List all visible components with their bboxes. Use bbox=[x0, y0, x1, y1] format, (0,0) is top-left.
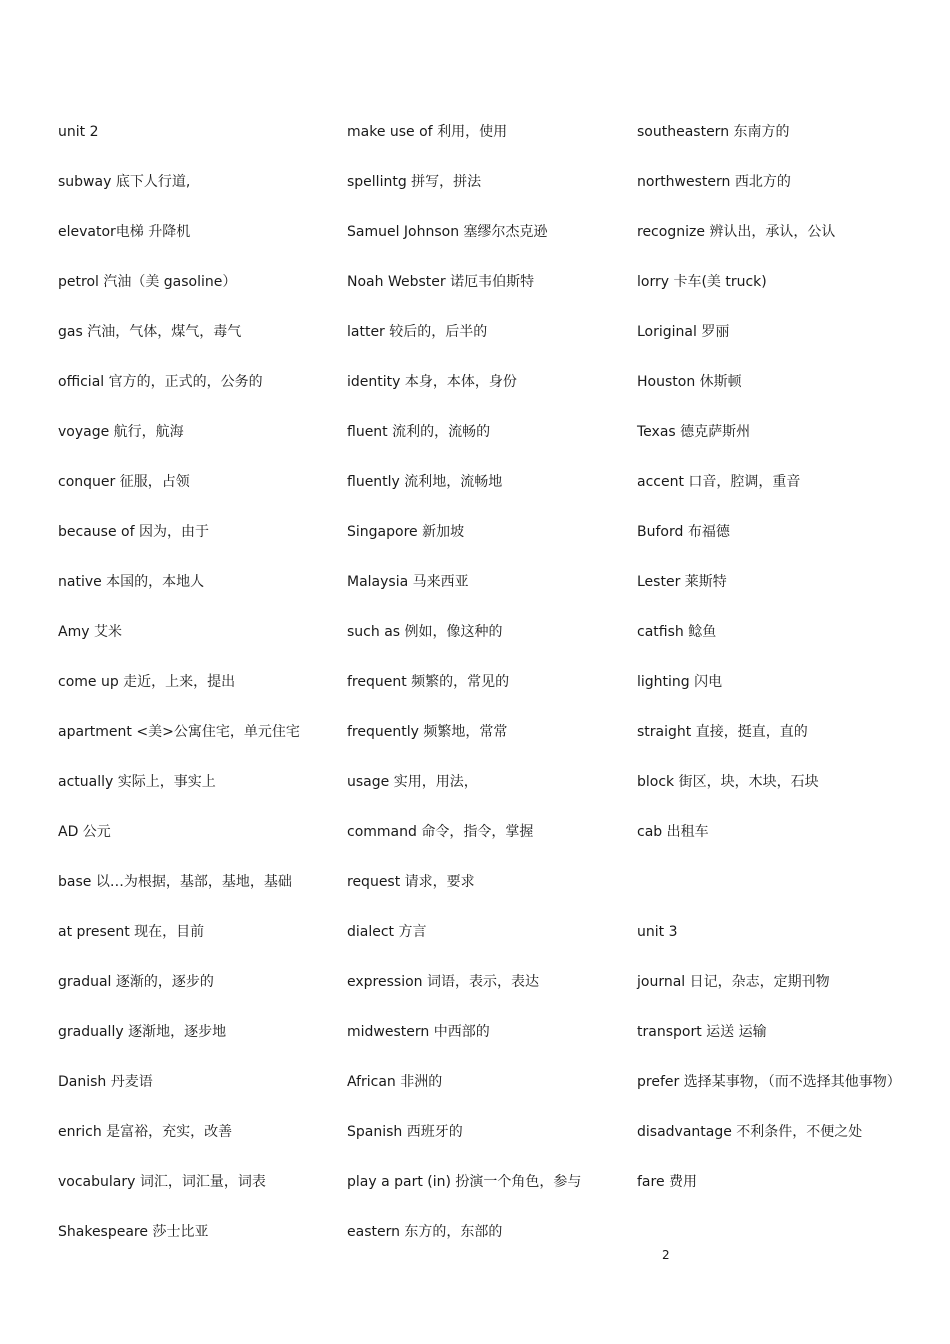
vocab-entry: voyage 航行，航海 bbox=[58, 424, 184, 440]
vocab-entry: lighting 闪电 bbox=[637, 674, 723, 690]
vocab-entry: latter 较后的，后半的 bbox=[347, 324, 488, 340]
vocab-entry: identity 本身，本体，身份 bbox=[347, 374, 517, 390]
vocab-entry: Buford 布福德 bbox=[637, 524, 730, 540]
vocab-entry: accent 口音，腔调，重音 bbox=[637, 474, 801, 490]
vocab-entry: block 街区，块，木块，石块 bbox=[637, 774, 819, 790]
vocab-entry: Noah Webster 诺厄韦伯斯特 bbox=[347, 274, 535, 290]
vocab-entry: Texas 德克萨斯州 bbox=[637, 424, 751, 440]
vocab-entry: expression 词语，表示，表达 bbox=[347, 974, 539, 990]
blank-line bbox=[637, 870, 897, 920]
vocab-entry: vocabulary 词汇，词汇量，词表 bbox=[58, 1174, 266, 1190]
vocab-entry: disadvantage 不利条件，不便之处 bbox=[637, 1124, 863, 1140]
vocab-entry: Houston 休斯顿 bbox=[637, 374, 742, 390]
vocab-entry: southeastern 东南方的 bbox=[637, 124, 790, 140]
vocab-entry: enrich 是富裕，充实，改善 bbox=[58, 1124, 233, 1140]
vocab-entry: make use of 利用，使用 bbox=[347, 124, 508, 140]
vocab-entry: native 本国的，本地人 bbox=[58, 574, 205, 590]
vocab-entry: Shakespeare 莎士比亚 bbox=[58, 1224, 209, 1240]
page-number: 2 bbox=[662, 1248, 670, 1262]
vocab-entry: gradually 逐渐地，逐步地 bbox=[58, 1024, 227, 1040]
vocab-entry: frequently 频繁地，常常 bbox=[347, 724, 508, 740]
column-1 bbox=[58, 120, 328, 1270]
vocab-entry: midwestern 中西部的 bbox=[347, 1024, 490, 1040]
vocab-entry: Samuel Johnson 塞缪尔杰克逊 bbox=[347, 224, 548, 240]
vocab-entry: come up 走近，上来，提出 bbox=[58, 674, 236, 690]
vocab-entry: AD 公元 bbox=[58, 824, 111, 840]
unit-heading: unit 3 bbox=[637, 924, 678, 940]
vocab-entry: command 命令，指令，掌握 bbox=[347, 824, 534, 840]
vocab-entry: gas 汽油，气体，煤气，毒气 bbox=[58, 324, 242, 340]
vocab-entry: gradual 逐渐的，逐步的 bbox=[58, 974, 214, 990]
vocab-entry: elevator电梯 升降机 bbox=[58, 224, 191, 240]
vocab-entry: such as 例如，像这种的 bbox=[347, 624, 503, 640]
vocab-entry: lorry 卡车(美 truck) bbox=[637, 274, 767, 290]
vocab-entry: Danish 丹麦语 bbox=[58, 1074, 153, 1090]
vocab-entry: usage 实用，用法， bbox=[347, 774, 478, 790]
vocab-entry: official 官方的，正式的，公务的 bbox=[58, 374, 263, 390]
column-3 bbox=[637, 120, 901, 1220]
vocab-entry: northwestern 西北方的 bbox=[637, 174, 791, 190]
vocab-entry: Amy 艾米 bbox=[58, 624, 122, 640]
vocab-entry: Singapore 新加坡 bbox=[347, 524, 465, 540]
vocab-entry: request 请求，要求 bbox=[347, 874, 475, 890]
vocab-entry: because of 因为，由于 bbox=[58, 524, 209, 540]
vocab-entry: transport 运送 运输 bbox=[637, 1024, 767, 1040]
vocab-entry: dialect 方言 bbox=[347, 924, 427, 940]
vocab-entry: Loriginal 罗丽 bbox=[637, 324, 730, 340]
vocab-entry: Lester 莱斯特 bbox=[637, 574, 727, 590]
vocab-entry: Spanish 西班牙的 bbox=[347, 1124, 463, 1140]
vocab-entry: base 以…为根据，基部，基地，基础 bbox=[58, 874, 292, 890]
vocab-entry: conquer 征服，占领 bbox=[58, 474, 190, 490]
vocab-entry: cab 出租车 bbox=[637, 824, 709, 840]
vocab-entry: play a part (in) 扮演一个角色，参与 bbox=[347, 1174, 582, 1190]
vocab-entry: African 非洲的 bbox=[347, 1074, 443, 1090]
vocab-entry: straight 直接，挺直，直的 bbox=[637, 724, 808, 740]
vocab-entry: frequent 频繁的，常见的 bbox=[347, 674, 510, 690]
vocab-entry: fluent 流利的，流畅的 bbox=[347, 424, 491, 440]
vocab-entry: unit 2 bbox=[58, 124, 99, 140]
vocab-entry: actually 实际上，事实上 bbox=[58, 774, 216, 790]
vocab-entry: recognize 辨认出，承认，公认 bbox=[637, 224, 836, 240]
vocab-entry: journal 日记，杂志，定期刊物 bbox=[637, 974, 830, 990]
vocab-entry: fluently 流利地，流畅地 bbox=[347, 474, 503, 490]
vocab-entry: catfish 鲶鱼 bbox=[637, 624, 717, 640]
vocab-entry: apartment <美>公寓住宅，单元住宅 bbox=[58, 724, 300, 740]
column-2 bbox=[347, 120, 622, 1270]
vocab-entry: prefer 选择某事物，（而不选择其他事物） bbox=[637, 1074, 901, 1090]
vocab-entry: eastern 东方的，东部的 bbox=[347, 1224, 503, 1240]
vocab-entry: fare 费用 bbox=[637, 1174, 698, 1190]
vocab-entry: spellintg 拼写，拼法 bbox=[347, 174, 482, 190]
vocab-entry: Malaysia 马来西亚 bbox=[347, 574, 469, 590]
vocab-entry: subway 底下人行道, bbox=[58, 174, 191, 190]
vocab-entry: petrol 汽油（美 gasoline） bbox=[58, 274, 237, 290]
vocab-entry: at present 现在，目前 bbox=[58, 924, 205, 940]
